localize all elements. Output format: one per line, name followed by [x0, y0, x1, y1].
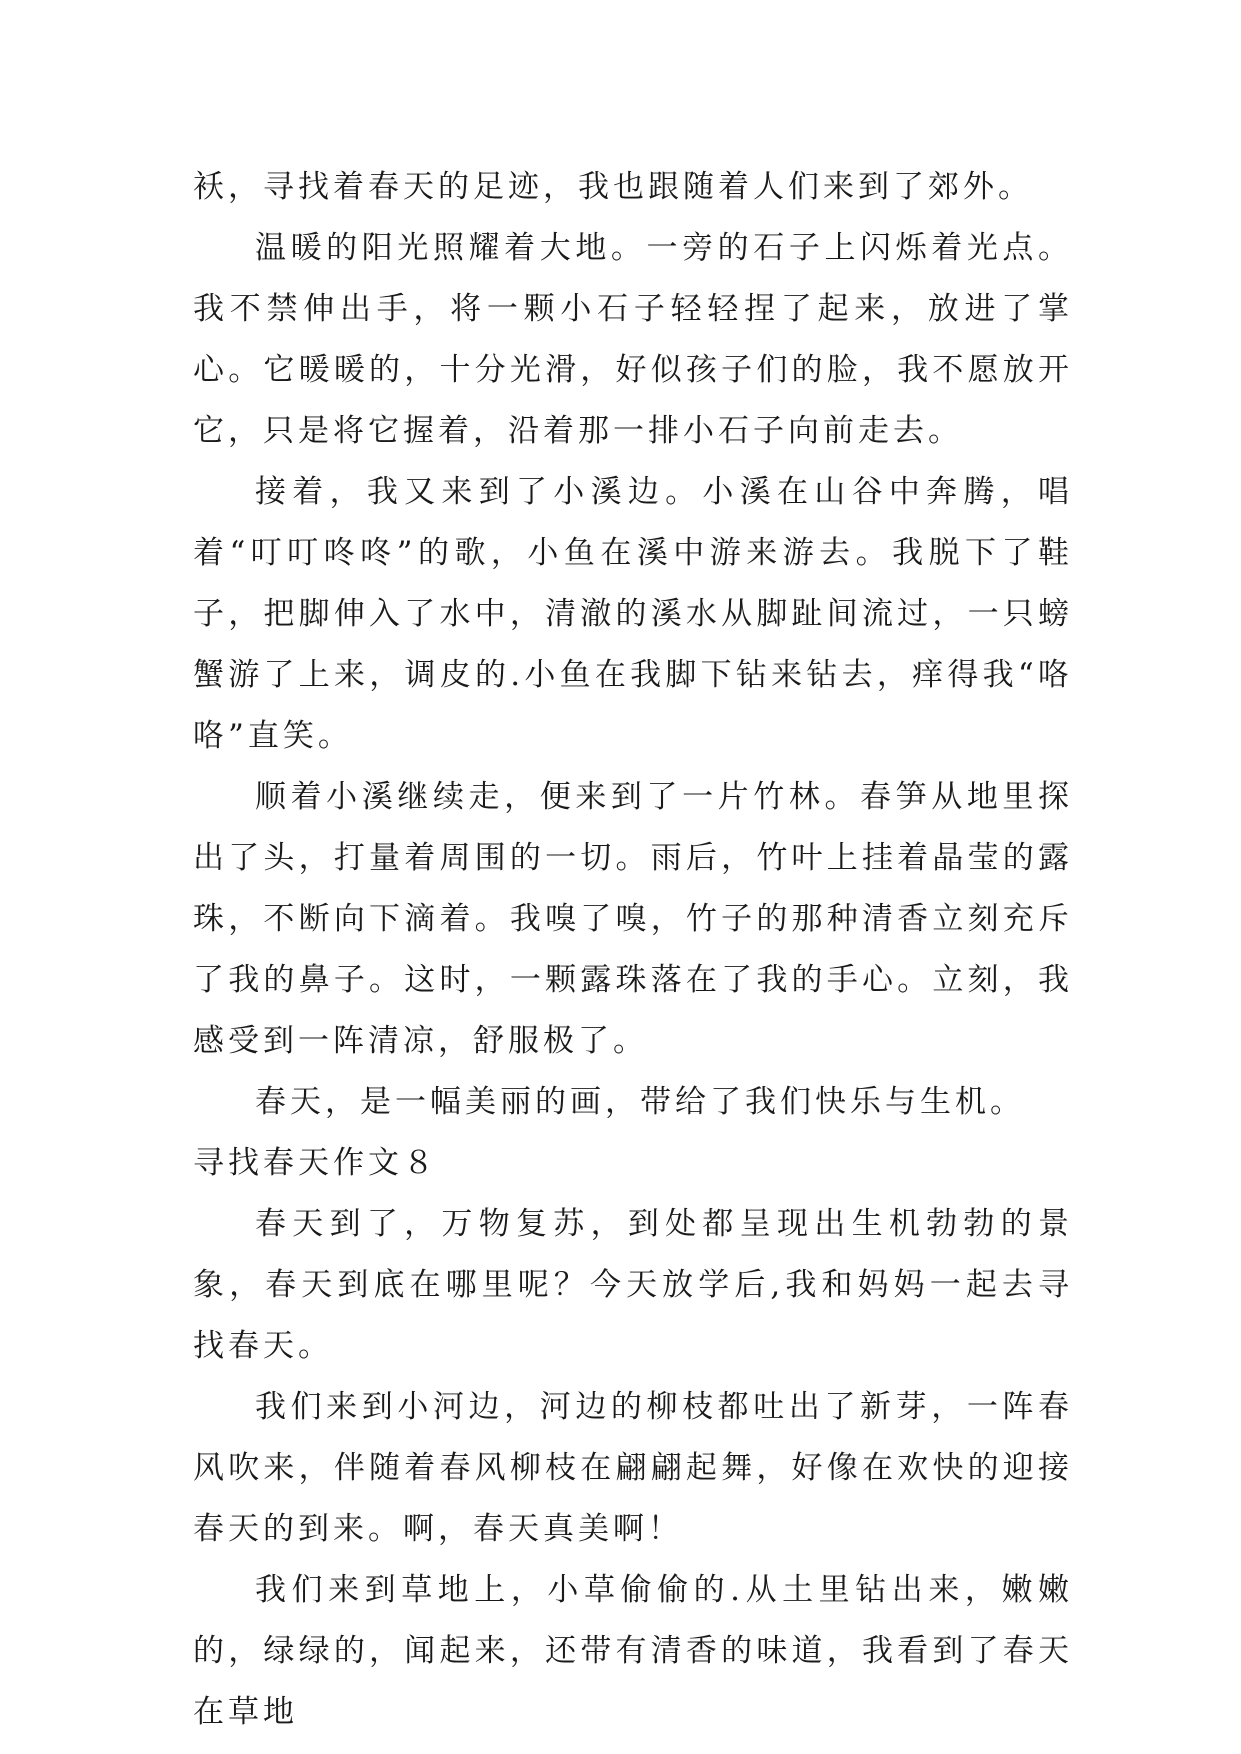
paragraph-8: 我们来到草地上，小草偷偷的.从土里钻出来，嫩嫩的，绿绿的，闻起来，还带有清香的味道，我看到了春天在草地: [193, 1572, 1073, 1730]
paragraph-1: 袄，寻找着春天的足迹，我也跟随着人们来到了郊外。: [193, 169, 1033, 205]
section-heading: 寻找春天作文８: [193, 1145, 438, 1181]
paragraph-4: 顺着小溪继续走，便来到了一片竹林。春笋从地里探出了头，打量着周围的一切。雨后，竹叶上挂着晶莹的露珠，不断向下滴着。我嗅了嗅，竹子的那种清香立刻充斥了我的鼻子。这时，一颗露珠落在了我的手心。立刻，我感受到一阵清凉，舒服极了。: [193, 779, 1073, 1059]
paragraph-6: 春天到了，万物复苏，到处都呈现出生机勃勃的景象，春天到底在哪里呢？今天放学后,我和妈妈一起去寻找春天。: [193, 1206, 1073, 1364]
paragraph-5: 春天，是一幅美丽的画，带给了我们快乐与生机。: [255, 1084, 1025, 1120]
paragraph-3: 接着，我又来到了小溪边。小溪在山谷中奔腾，唱着“叮叮咚咚”的歌，小鱼在溪中游来游去。我脱下了鞋子，把脚伸入了水中，清澈的溪水从脚趾间流过，一只螃蟹游了上来，调皮的.小鱼在我脚下钻来钻去，痒得我“咯咯”直笑。: [193, 474, 1073, 754]
paragraph-2: 温暖的阳光照耀着大地。一旁的石子上闪烁着光点。我不禁伸出手，将一颗小石子轻轻捏了起来，放进了掌心。它暖暖的，十分光滑，好似孩子们的脸，我不愿放开它，只是将它握着，沿着那一排小石子向前走去。: [193, 230, 1073, 449]
document-body: [193, 157, 1073, 1743]
paragraph-7: 我们来到小河边，河边的柳枝都吐出了新芽，一阵春风吹来，伴随着春风柳枝在翩翩起舞，好像在欢快的迎接春天的到来。啊，春天真美啊！: [193, 1389, 1073, 1547]
